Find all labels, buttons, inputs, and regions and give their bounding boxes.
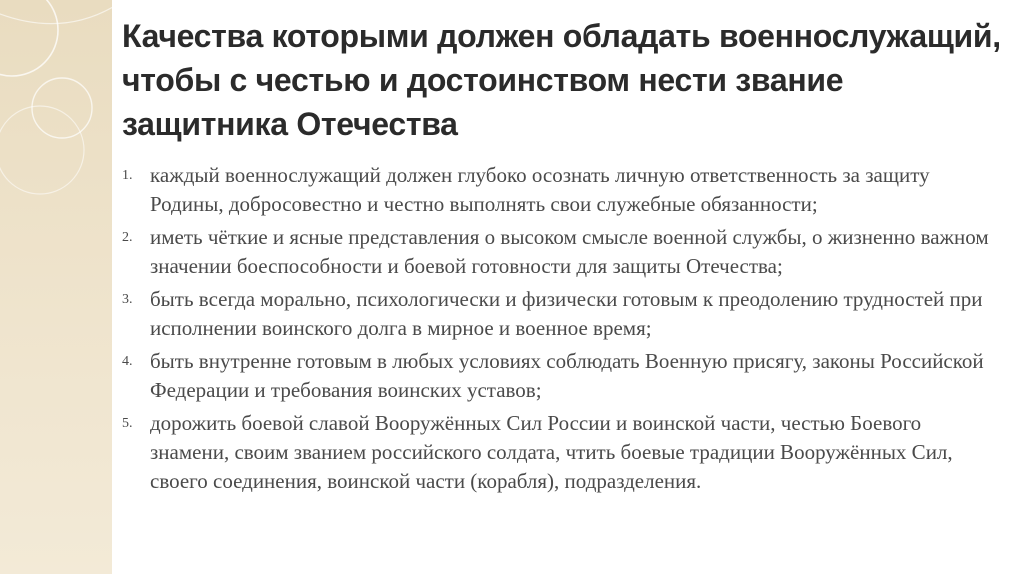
slide-title: Качества которыми должен обладать военнослужащий, чтобы с честью и достоинством нести звание защитника Отечества <box>122 18 1001 142</box>
list-item <box>122 409 1002 496</box>
item-number: 5. <box>122 416 133 431</box>
item-text: дорожить боевой славой Вооружённых Сил России и воинской части, честью Боевого знамени, своим званием российского солдата, чтить боевые традиции Вооружённых Сил, своего соединения, воинской части (корабля), подразделения. <box>150 411 953 493</box>
decorative-side-band <box>0 0 112 574</box>
ring-medium <box>32 78 92 138</box>
ring-large <box>0 0 58 76</box>
arc-top <box>0 4 112 24</box>
qualities-list <box>122 161 1002 500</box>
ring-small <box>0 106 84 194</box>
item-number: 1. <box>122 168 133 183</box>
list-item <box>122 161 1002 219</box>
item-text: быть внутренне готовым в любых условиях соблюдать Военную присягу, законы Российской Федерации и требования воинских уставов; <box>150 349 984 402</box>
item-text: каждый военнослужащий должен глубоко осознать личную ответственность за защиту Родины, добросовестно и честно выполнять свои служебные обязанности; <box>150 163 930 216</box>
item-text: иметь чёткие и ясные представления о высоком смысле военной службы, о жизненно важном значении боеспособности и боевой готовности для защиты Отечества; <box>150 225 989 278</box>
list-item <box>122 223 1002 281</box>
item-number: 2. <box>122 230 133 245</box>
item-number: 4. <box>122 354 133 369</box>
item-text: быть всегда морально, психологически и физически готовым к преодолению трудностей при исполнении воинского долга в мирное и военное время; <box>150 287 983 340</box>
list-item <box>122 347 1002 405</box>
list-item <box>122 285 1002 343</box>
item-number: 3. <box>122 292 133 307</box>
decorative-rings <box>0 0 112 574</box>
